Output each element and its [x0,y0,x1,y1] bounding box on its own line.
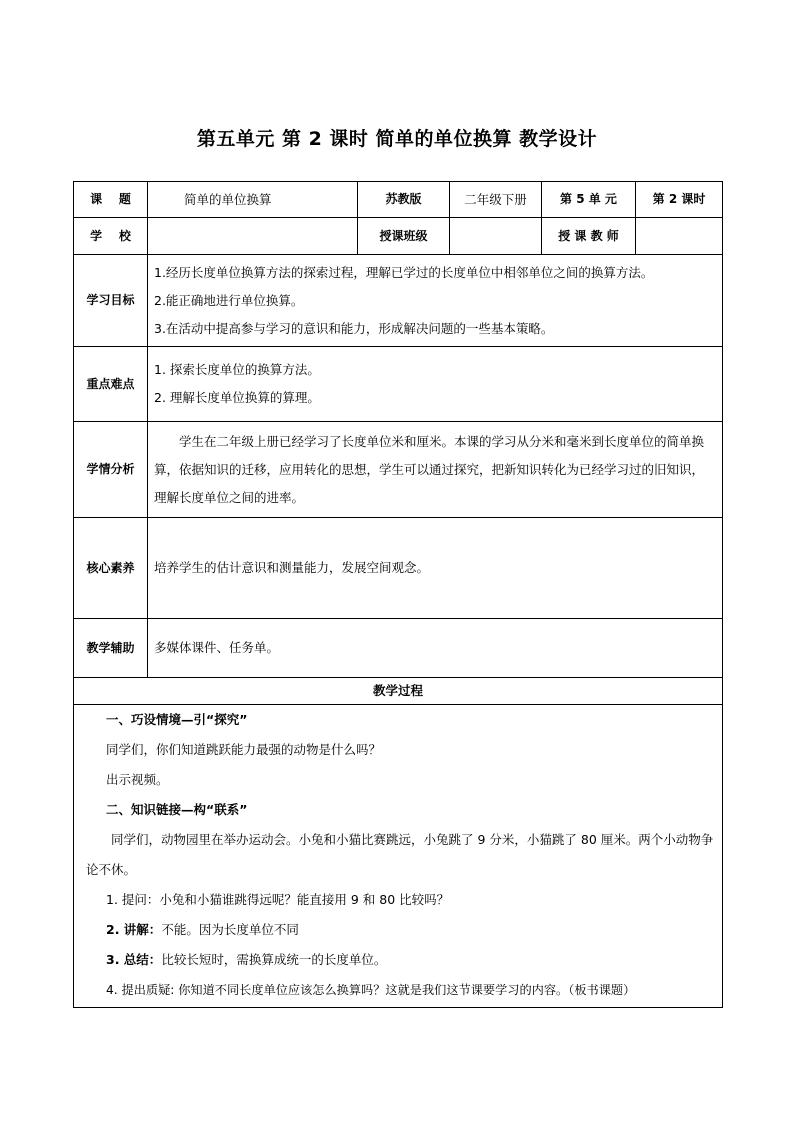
lesson: 第 2 课时 [636,182,723,218]
objective-item: 3.在活动中提高参与学习的意识和能力，形成解决问题的一些基本策略。 [154,320,554,336]
section2-title: 二、知识链接—构“联系” [106,802,248,817]
objective-item: 1.经历长度单位换算方法的探索过程，理解已学过的长度单位中相邻单位之间的换算方法。 [154,264,654,280]
analysis-content [148,422,723,518]
s2-q4: 4. 提出质疑: 你知道不同长度单位应该怎么换算吗？这就是我们这节课要学习的内容。（板书课题） [106,983,636,997]
analysis-label: 学情分析 [74,422,148,518]
key-points-content [148,347,723,422]
s2-q2-text: 不能。因为长度单位不同 [161,922,299,937]
s2-q3-text: 比较长短时，需换算成统一的长度单位。 [161,952,387,967]
row-process-heading [74,678,723,705]
literacy-label: 核心素养 [74,518,148,619]
row-literacy [74,518,723,619]
s2-q1: 1. 提问：小兔和小猫谁跳得远呢？能直接用 9 和 80 比较吗？ [106,892,450,907]
school-value [148,218,358,255]
class-label: 授课班级 [358,218,450,255]
topic-value: 简单的单位换算 [148,182,358,218]
teacher-label: 授 课 教 师 [542,218,636,255]
row-key-points [74,347,723,422]
topic-label: 课 题 [74,182,148,218]
school-label: 学 校 [74,218,148,255]
lesson-plan-table [73,181,723,1008]
row-aids [74,619,723,678]
grade: 二年级下册 [450,182,542,218]
s1-line1: 同学们，你们知道跳跃能力最强的动物是什么吗？ [106,742,382,757]
key-points-label: 重点难点 [74,347,148,422]
aids-text: 多媒体课件、任务单。 [148,619,723,678]
row-school [74,218,723,255]
row-analysis [74,422,723,518]
row-process [74,705,723,1008]
unit: 第 5 单 元 [542,182,636,218]
row-objectives [74,255,723,347]
s2-q3-label: 3. 总结： [106,952,162,967]
s1-line2: 出示视频。 [106,772,169,787]
row-topic [74,182,723,218]
s2-q3 [80,945,716,975]
key-point-item: 1. 探索长度单位的换算方法。 [154,362,320,377]
section1-title: 一、巧设情境—引“探究” [106,712,248,727]
objective-item: 2.能正确地进行单位换算。 [154,292,304,308]
objectives-content [148,255,723,347]
page-title: 第五单元 第 2 课时 简单的单位换算 教学设计 [196,128,598,150]
key-point-item: 2. 理解长度单位换算的算理。 [154,390,320,405]
literacy-text: 培养学生的估计意识和测量能力，发展空间观念。 [148,518,723,619]
aids-label: 教学辅助 [74,619,148,678]
process-heading: 教学过程 [74,678,723,705]
teacher-value [636,218,723,255]
process-content [74,705,723,1008]
s2-q2 [80,915,716,945]
publisher: 苏教版 [358,182,450,218]
s2-q2-label: 2. 讲解： [106,922,162,937]
analysis-text: 学生在二年级上册已经学习了长度单位米和厘米。本课的学习从分米和毫米到长度单位的简单换算，依据知识的迁移，应用转化的思想，学生可以通过探究，把新知识转化为已经学习过的旧知识，理解长度单位之间的进率。 [154,433,705,505]
class-value [450,218,542,255]
objectives-label: 学习目标 [74,255,148,347]
s2-paragraph: 同学们，动物园里在举办运动会。小兔和小猫比赛跳远，小兔跳了 9 分米，小猫跳了 80 厘米。两个小动物争论不休。 [86,832,714,877]
